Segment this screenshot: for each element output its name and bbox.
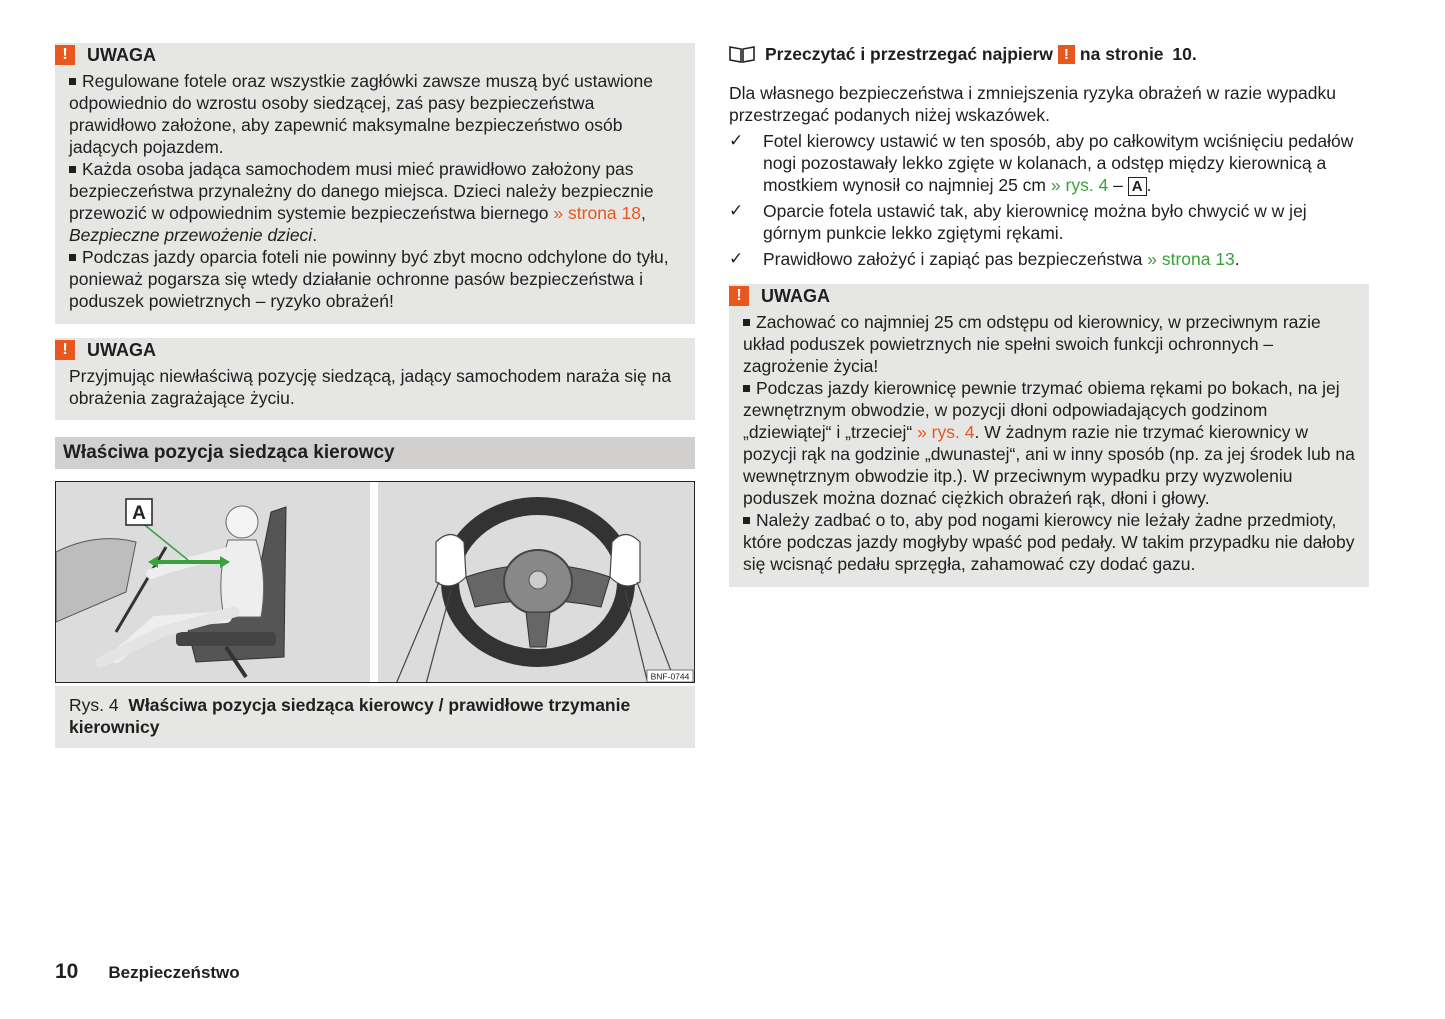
page-footer [55,960,240,984]
italic-reference: Bezpieczne przewożenie dzieci [69,225,313,245]
book-icon [729,45,755,63]
checkmark-icon: ✓ [729,131,744,150]
figure-driver-position [55,481,695,683]
intro-text: Dla własnego bezpieczeństwa i zmniejszenia ryzyka obrażeń w razie wypadku przestrzegać podanych niżej wskazówek. [729,83,1336,125]
bullet-square-icon [743,517,750,524]
warning-paragraph: Każda osoba jadąca samochodem musi mieć prawidłowo założony pas bezpieczeństwa przynależny do danego miejsca. Dzieci należy bezpiecznie przewozić w odpowiednim systemie bezpieczeństwa biernego » strona 18, Bezpieczne przewożenie dzieci. [69,159,654,245]
read-page-link[interactable]: 10. [1172,43,1197,64]
warning-paragraph: Regulowane fotele oraz wszystkie zagłówki zawsze muszą być ustawione odpowiednio do wzrostu osoby siedzącej, zaś pasy bezpieczeństwa prawidłowo założone, aby zapewnić maksymalne bezpieczeństwo osób jadących pojazdem. [69,71,653,157]
warning-title: UWAGA [87,339,156,360]
figure-caption [55,686,695,748]
warning-box-seat-adjustment [55,43,695,324]
warning-paragraph: Zachować co najmniej 25 cm odstępu od kierownicy, w przeciwnym razie układ poduszek powietrznych nie spełni swoich funkcji ochronnych – zagrożenie życia! [743,312,1321,376]
page-number: 10 [55,960,79,983]
warning-icon: ! [55,45,75,65]
read-first-line [729,43,1197,65]
link-rys-4[interactable]: » rys. 4 [917,422,975,442]
driver-head [226,506,258,538]
warning-icon: ! [1058,45,1075,64]
link-strona-18[interactable]: » strona 18 [553,203,641,223]
checklist-item: ✓ Prawidłowo założyć i zapiąć pas bezpieczeństwa » strona 13. [729,249,1240,269]
checkmark-icon: ✓ [729,249,744,268]
bullet-square-icon [743,319,750,326]
link-rys-4[interactable]: » rys. 4 [1050,175,1109,195]
warning-icon: ! [729,286,749,306]
left-hand [436,535,466,587]
read-suffix: na stronie [1079,43,1164,64]
checklist-item: ✓ Oparcie fotela ustawić tak, aby kierownicę można było chwycić w w jej górnym punkcie lekko zgiętymi rękami. [729,201,1307,243]
warning-box-posture [55,338,695,420]
warning-title: UWAGA [761,285,830,306]
bullet-square-icon [743,385,750,392]
bullet-square-icon [69,254,76,261]
link-strona-13[interactable]: » strona 13 [1147,249,1235,269]
warning-paragraph: Podczas jazdy oparcia foteli nie powinny być zbyt mocno odchylone do tyłu, ponieważ pogarsza się wtedy działanie ochronne pasów bezpieczeństwa i poduszek powietrznych – ryzyko obrażeń! [69,247,669,311]
label-a-ref: A [1128,177,1147,196]
warning-header [55,339,681,361]
panel-divider [370,482,378,683]
warning-header [729,285,1355,307]
warning-body [743,311,1355,575]
chapter-title: Bezpieczeństwo [108,963,240,982]
right-hand [610,535,640,587]
caption-prefix: Rys. 4 [69,695,119,715]
caption-title: Właściwa pozycja siedząca kierowcy / prawidłowe trzymanie kierownicy [69,695,631,737]
lower-spoke [526,612,550,647]
bullet-square-icon [69,78,76,85]
label-a: A [132,503,146,524]
read-prefix: Przeczytać i przestrzegać najpierw [765,43,1053,64]
checklist [729,130,1369,274]
checkmark-icon: ✓ [729,201,744,220]
warning-box-steering [729,284,1369,587]
warning-paragraph: Podczas jazdy kierownicę pewnie trzymać obiema rękami po bokach, na jej zewnętrznym obwodzie, w pozycji dłoni odpowiadających godzinom „dziewiątej“ i „trzeciej“ » rys. 4. W żadnym razie nie trzymać kierownicy w pozycji rąk na godzinie „dwunastej“, ani w inny sposób (np. za jej środek lub na wewnętrznym obwodzie itp.). W przeciwnym wypadku przy wyzwoleniu poduszek można doznać ciężkich obrażeń rąk, dłoni i głowy. [743,378,1355,508]
brand-logo-icon [529,571,547,589]
warning-icon: ! [55,340,75,360]
seat-cushion [176,632,276,646]
section-title: Właściwa pozycja siedząca kierowcy [55,437,695,469]
warning-header [55,44,681,66]
warning-text: Przyjmując niewłaściwą pozycję siedzącą, jadący samochodem naraża się na obrażenia zagrażające życiu. [69,366,672,408]
figure-code: BNF-0744 [650,671,690,682]
figure-illustration [56,482,695,683]
warning-paragraph: Należy zadbać o to, aby pod nogami kierowcy nie leżały żadne przedmioty, które podczas jazdy mogłyby wpaść pod pedały. W takim przypadku nie dałoby się wcisnąć pedału sprzęgła, zahamować czy dodać gazu. [743,510,1355,574]
bullet-square-icon [69,166,76,173]
checklist-item: ✓ Fotel kierowcy ustawić w ten sposób, aby po całkowitym wciśnięciu pedałów nogi pozostawały lekko zgięte w kolanach, a odstęp między kierownicą a mostkiem wynosił co najmniej 25 cm » rys. 4 – A . [729,131,1354,195]
warning-title: UWAGA [87,44,156,65]
warning-body [69,70,681,312]
